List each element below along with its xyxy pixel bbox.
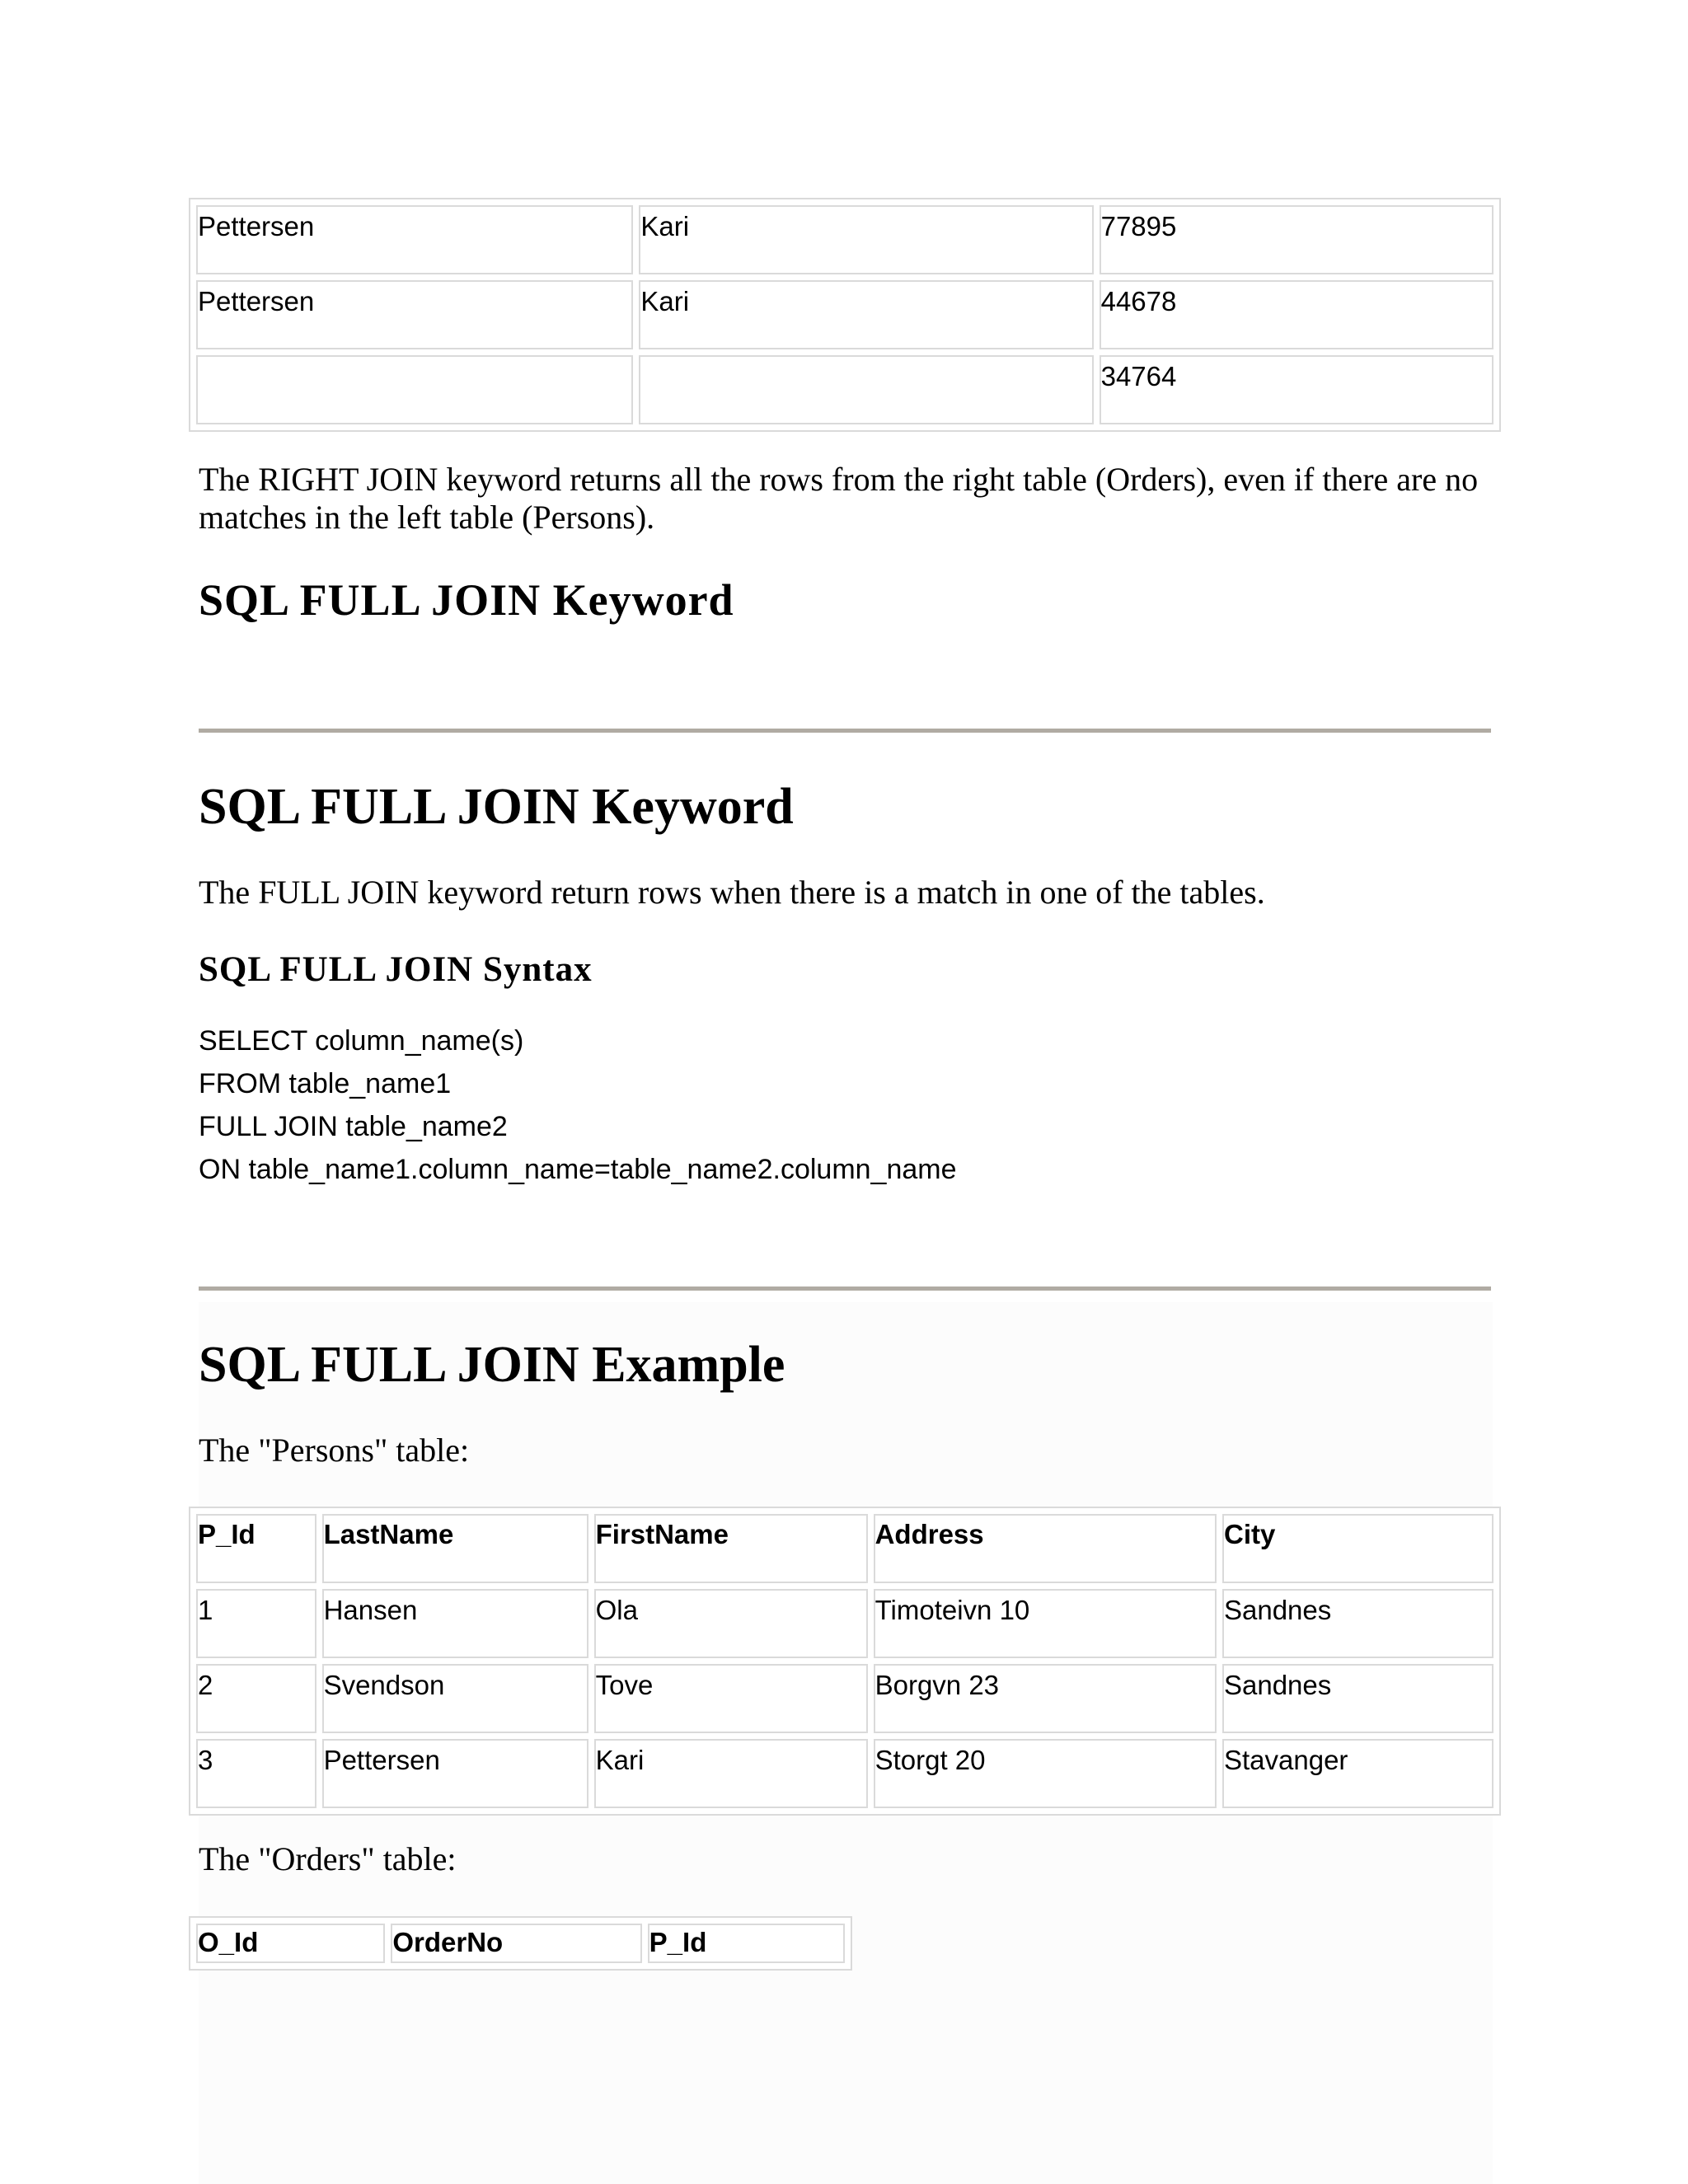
table-cell: Stavanger bbox=[1222, 1739, 1493, 1808]
orders-table bbox=[189, 1916, 852, 1971]
table-cell bbox=[196, 355, 633, 424]
code-line: ON table_name1.column_name=table_name2.column_name bbox=[199, 1154, 957, 1185]
table-cell: Pettersen bbox=[322, 1739, 588, 1808]
table-cell: Tove bbox=[594, 1664, 868, 1733]
table-cell: Kari bbox=[639, 280, 1093, 349]
table-cell: 44678 bbox=[1100, 280, 1493, 349]
table-row bbox=[196, 1589, 1493, 1658]
table-cell: 3 bbox=[196, 1739, 316, 1808]
table-cell: Sandnes bbox=[1222, 1664, 1493, 1733]
table-cell: Svendson bbox=[322, 1664, 588, 1733]
table-cell: 2 bbox=[196, 1664, 316, 1733]
table-cell: 1 bbox=[196, 1589, 316, 1658]
persons-table-label: The "Persons" table: bbox=[199, 1432, 470, 1469]
syntax-heading: SQL FULL JOIN Syntax bbox=[199, 950, 593, 989]
section-heading-keyword: SQL FULL JOIN Keyword bbox=[199, 779, 794, 835]
table-cell: Kari bbox=[594, 1739, 868, 1808]
table-cell: Kari bbox=[639, 205, 1093, 274]
table-cell: Pettersen bbox=[196, 205, 633, 274]
code-line: FROM table_name1 bbox=[199, 1068, 452, 1099]
column-header: City bbox=[1222, 1514, 1493, 1583]
table-row bbox=[196, 1739, 1493, 1808]
column-header: P_Id bbox=[648, 1924, 845, 1963]
horizontal-rule bbox=[199, 1286, 1491, 1291]
code-line: FULL JOIN table_name2 bbox=[199, 1111, 508, 1142]
table-cell: 34764 bbox=[1100, 355, 1493, 424]
column-header: OrderNo bbox=[391, 1924, 641, 1963]
table-cell: Timoteivn 10 bbox=[874, 1589, 1217, 1658]
table-cell: Hansen bbox=[322, 1589, 588, 1658]
right-join-paragraph: The RIGHT JOIN keyword returns all the rows from the right table (Orders), even if there are no matches in the left table (Persons). bbox=[199, 461, 1479, 536]
full-join-description: The FULL JOIN keyword return rows when there is a match in one of the tables. bbox=[199, 874, 1265, 911]
syntax-code-block bbox=[199, 1019, 957, 1191]
table-row bbox=[196, 280, 1493, 349]
orders-table-label: The "Orders" table: bbox=[199, 1840, 457, 1877]
column-header: LastName bbox=[322, 1514, 588, 1583]
code-line: SELECT column_name(s) bbox=[199, 1025, 524, 1057]
table-cell: Sandnes bbox=[1222, 1589, 1493, 1658]
table-row bbox=[196, 355, 1493, 424]
table-header-row bbox=[196, 1514, 1493, 1583]
column-header: O_Id bbox=[196, 1924, 385, 1963]
horizontal-rule bbox=[199, 729, 1491, 733]
column-header: P_Id bbox=[196, 1514, 316, 1583]
table-cell: Ola bbox=[594, 1589, 868, 1658]
table-cell bbox=[639, 355, 1093, 424]
example-heading: SQL FULL JOIN Example bbox=[199, 1337, 785, 1393]
column-header: FirstName bbox=[594, 1514, 868, 1583]
section-heading-keyword-small: SQL FULL JOIN Keyword bbox=[199, 575, 734, 625]
table-cell: Storgt 20 bbox=[874, 1739, 1217, 1808]
table-header-row bbox=[196, 1924, 845, 1963]
table-row bbox=[196, 205, 1493, 274]
table-cell: Borgvn 23 bbox=[874, 1664, 1217, 1733]
column-header: Address bbox=[874, 1514, 1217, 1583]
result-table bbox=[189, 198, 1501, 432]
table-cell: Pettersen bbox=[196, 280, 633, 349]
persons-table bbox=[189, 1507, 1501, 1816]
table-row bbox=[196, 1664, 1493, 1733]
table-cell: 77895 bbox=[1100, 205, 1493, 274]
